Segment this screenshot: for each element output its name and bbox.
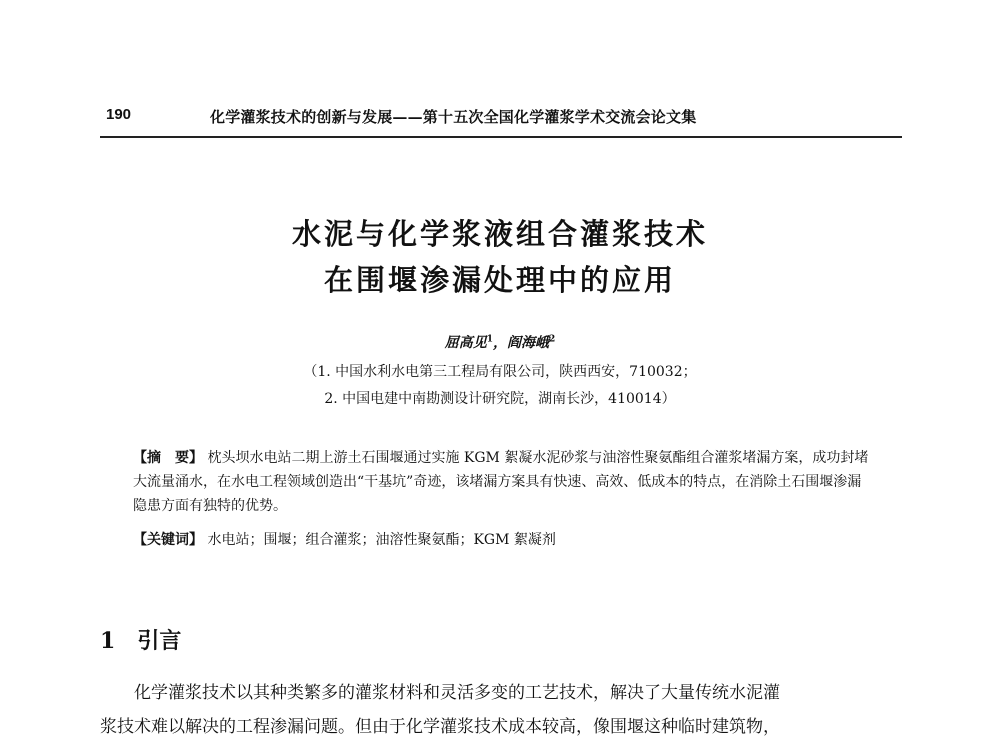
- page-header: [100, 106, 900, 134]
- section-number: 1: [100, 628, 116, 654]
- author-name-1: 屈高见: [444, 335, 487, 351]
- abstract-text: 枕头坝水电站二期上游土石围堰通过实施 KGM 絮凝水泥砂浆与油溶性聚氨酯组合灌浆堵漏方案，成功封堵大流量涌水，在水电工程领域创造出“干基坑”奇迹，该堵漏方案具有快速、高效、低成本的特点，在消除土石围堰渗漏隐患方面有独特的优势。: [133, 450, 869, 514]
- section-title: 引言: [137, 628, 182, 654]
- keywords-text: 水电站；围堰；组合灌浆；油溶性聚氨酯；KGM 絮凝剂: [203, 532, 556, 548]
- keywords: [133, 528, 873, 552]
- body-paragraph: [100, 676, 902, 744]
- section-heading-1: [100, 624, 181, 655]
- author-name-2: 阎海峨: [507, 335, 549, 351]
- keywords-label: 【关键词】: [133, 532, 203, 548]
- affiliation-1: （1. 中国水利水电第三工程局有限公司，陕西西安，710032；: [303, 364, 697, 380]
- author-separator: ，: [493, 335, 507, 351]
- author-affil-mark-2: 2: [549, 334, 556, 345]
- body-line-2: 浆技术难以解决的工程渗漏问题。但由于化学灌浆技术成本较高，像围堰这种临时建筑物，: [100, 717, 780, 737]
- page-number: 190: [106, 106, 132, 123]
- abstract-label: 【摘 要】: [133, 450, 203, 466]
- author-affil-mark-1: 1: [486, 334, 493, 345]
- body-line-1: 化学灌浆技术以其种类繁多的灌浆材料和灵活多变的工艺技术，解决了大量传统水泥灌: [100, 683, 780, 703]
- abstract: [133, 446, 873, 518]
- author-list: [0, 332, 1000, 352]
- running-title: 化学灌浆技术的创新与发展——第十五次全国化学灌浆学术交流会论文集: [210, 108, 697, 126]
- header-rule: [100, 136, 902, 138]
- affiliation-2: 2. 中国电建中南勘测设计研究院，湖南长沙，410014）: [324, 391, 676, 407]
- paper-title-line-2: 在围堰渗漏处理中的应用: [323, 263, 676, 297]
- paper-title-line-1: 水泥与化学浆液组合灌浆技术: [291, 217, 708, 251]
